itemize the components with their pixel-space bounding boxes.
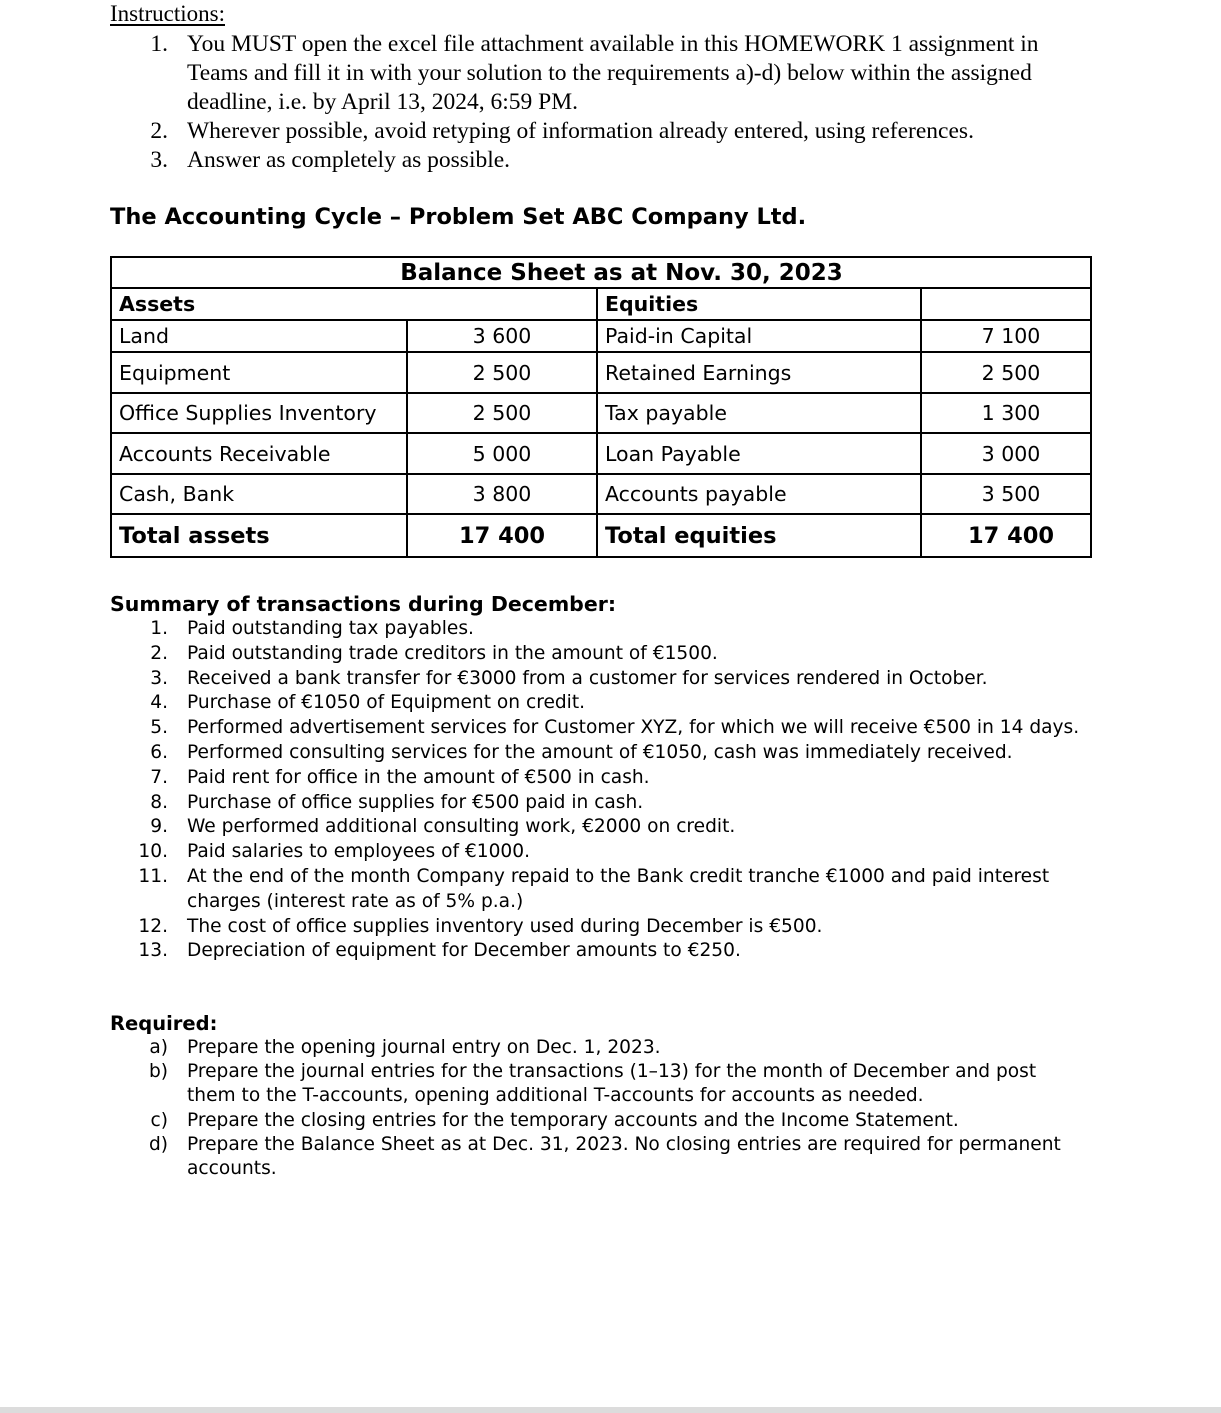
equity-name: Retained Earnings [597, 352, 921, 393]
equity-name: Loan Payable [597, 433, 921, 474]
list-item-number: 7. [150, 766, 168, 788]
list-item [110, 1109, 1090, 1133]
page-bottom-divider [0, 1407, 1221, 1413]
asset-name: Cash, Bank [111, 474, 407, 515]
equity-name: Accounts payable [597, 474, 921, 515]
equity-value: 2 500 [921, 352, 1091, 393]
list-item-number: 11. [138, 865, 168, 887]
balance-sheet-table [110, 256, 1092, 558]
list-item-number: 9. [150, 816, 168, 838]
transactions-heading: Summary of transactions during December: [110, 592, 617, 616]
list-item-number: a) [149, 1037, 168, 1058]
list-item-number: b) [148, 1061, 168, 1083]
asset-value: 5 000 [407, 433, 597, 474]
list-item [110, 766, 1090, 791]
list-item-text: Received a bank transfer for €3000 from a customer for services rendered in October. [187, 667, 988, 689]
list-item-text: Prepare the journal entries for the transactions (1–13) for the month of December and post them to the T-accounts, opening additional T-accounts for accounts as needed. [187, 1061, 1037, 1107]
equity-value: 7 100 [921, 320, 1091, 352]
asset-name: Accounts Receivable [111, 433, 407, 474]
list-item [110, 30, 1080, 117]
assets-header: Assets [111, 288, 597, 319]
asset-value: 2 500 [407, 352, 597, 393]
list-item-number: 3. [150, 667, 168, 689]
total-equities-label: Total equities [597, 514, 921, 557]
list-item-text: We performed additional consulting work, €2000 on credit. [187, 816, 736, 838]
list-item [110, 939, 1090, 964]
asset-name: Land [111, 320, 407, 352]
list-item-text: The cost of office supplies inventory used during December is €500. [187, 915, 823, 937]
list-item-number: 4. [150, 692, 168, 714]
list-item [110, 642, 1090, 667]
list-item [110, 1060, 1090, 1108]
list-item-text: Depreciation of equipment for December amounts to €250. [187, 940, 741, 962]
list-item-text: Performed advertisement services for Customer XYZ, for which we will receive €500 in 14 days. [187, 717, 1080, 739]
equity-value: 1 300 [921, 393, 1091, 434]
list-item-text: Prepare the opening journal entry on Dec. 1, 2023. [187, 1037, 661, 1058]
equity-value: 3 000 [921, 433, 1091, 474]
equity-name: Tax payable [597, 393, 921, 434]
total-assets-value: 17 400 [407, 514, 597, 557]
balance-sheet-title: Balance Sheet as at Nov. 30, 2023 [111, 257, 1091, 288]
asset-value: 3 600 [407, 320, 597, 352]
equity-value: 3 500 [921, 474, 1091, 515]
list-item-number: 13. [138, 940, 168, 962]
list-item-number: c) [150, 1109, 168, 1131]
list-item [110, 815, 1090, 840]
list-item-text: Purchase of €1050 of Equipment on credit. [187, 692, 586, 714]
table-row [111, 433, 1091, 474]
list-item-text: Paid rent for office in the amount of €500 in cash. [187, 766, 650, 788]
list-item-text: Paid outstanding tax payables. [187, 618, 474, 639]
asset-value: 3 800 [407, 474, 597, 515]
totals-row [111, 514, 1091, 557]
list-item [110, 840, 1090, 865]
asset-value: 2 500 [407, 393, 597, 434]
list-item-number: 6. [150, 741, 168, 763]
list-item [110, 865, 1090, 915]
list-item-text: You MUST open the excel file attachment available in this HOMEWORK 1 assignment in Teams and fill it in with your solution to the requirements a)-d) below within the assigned deadline, i.e. by April 13, 2024, 6:59 PM. [187, 31, 1039, 115]
list-item [110, 1133, 1090, 1181]
transactions-list [110, 617, 1090, 964]
list-item-number: 5. [150, 717, 168, 739]
required-list [110, 1036, 1090, 1181]
list-item-text: Answer as completely as possible. [187, 147, 511, 173]
list-item [110, 117, 1080, 146]
list-item [110, 667, 1090, 692]
list-item-number: 1. [150, 31, 168, 57]
list-item [110, 617, 1090, 642]
equities-header: Equities [597, 288, 921, 319]
list-item [110, 791, 1090, 816]
list-item [110, 741, 1090, 766]
list-item-text: Prepare the closing entries for the temporary accounts and the Income Statement. [187, 1109, 959, 1131]
list-item-text: Purchase of office supplies for €500 paid in cash. [187, 791, 644, 813]
list-item-number: 2. [150, 642, 168, 664]
asset-name: Equipment [111, 352, 407, 393]
table-row [111, 474, 1091, 515]
list-item-number: 8. [150, 791, 168, 813]
table-row [111, 320, 1091, 352]
problem-title: The Accounting Cycle – Problem Set ABC Company Ltd. [110, 204, 807, 230]
list-item-number: d) [148, 1133, 168, 1155]
list-item [110, 716, 1090, 741]
required-heading: Required: [110, 1012, 218, 1035]
list-item-number: 12. [138, 915, 168, 937]
table-row [111, 352, 1091, 393]
total-equities-value: 17 400 [921, 514, 1091, 557]
list-item-number: 10. [138, 841, 168, 863]
list-item [110, 1036, 1090, 1060]
table-row [111, 393, 1091, 434]
list-item-text: At the end of the month Company repaid to the Bank credit tranche €1000 and paid interest charges (interest rate as of 5% p.a.) [187, 865, 1050, 912]
list-item [110, 146, 1080, 175]
table-cell [921, 288, 1091, 319]
list-item-number: 1. [150, 618, 168, 639]
list-item-number: 2. [150, 118, 168, 144]
equity-name: Paid-in Capital [597, 320, 921, 352]
instructions-heading: Instructions: [110, 1, 225, 26]
list-item-text: Paid outstanding trade creditors in the amount of €1500. [187, 642, 718, 664]
list-item-text: Paid salaries to employees of €1000. [187, 841, 530, 863]
asset-name: Office Supplies Inventory [111, 393, 407, 434]
list-item-number: 3. [150, 147, 168, 173]
list-item [110, 915, 1090, 940]
instructions-list [110, 30, 1080, 175]
total-assets-label: Total assets [111, 514, 407, 557]
list-item-text: Performed consulting services for the amount of €1050, cash was immediately received. [187, 741, 1013, 763]
list-item [110, 691, 1090, 716]
list-item-text: Wherever possible, avoid retyping of information already entered, using references. [187, 118, 974, 144]
list-item-text: Prepare the Balance Sheet as at Dec. 31, 2023. No closing entries are required for permanent accounts. [187, 1133, 1061, 1180]
